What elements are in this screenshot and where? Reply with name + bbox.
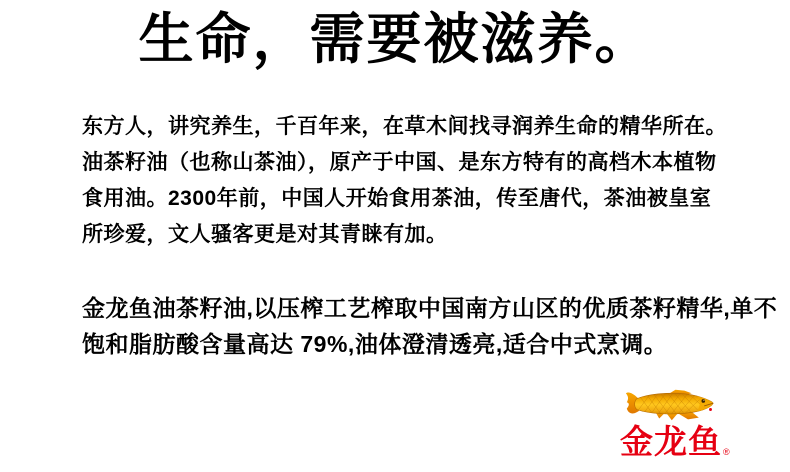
paragraph-line: 饱和脂肪酸含量高达 79%,油体澄清透亮,适合中式烹调。 — [82, 331, 668, 357]
registered-trademark-icon: ® — [723, 447, 731, 457]
paragraph-line: 金龙鱼油茶籽油,以压榨工艺榨取中国南方山区的优质茶籽精华,单不 — [82, 295, 778, 321]
brand-logo — [612, 383, 752, 465]
brand-wordmark — [620, 425, 730, 467]
paragraph-line: 油茶籽油（也称山茶油），原产于中国、是东方特有的高档木本植物 — [82, 151, 717, 174]
paragraph-line: 所珍爱，文人骚客更是对其青睐有加。 — [82, 223, 448, 246]
page-title: 生命，需要被滋养。 — [138, 6, 652, 71]
paragraph-line: 食用油。2300年前，中国人开始食用茶油，传至唐代，茶油被皇室 — [82, 187, 712, 210]
brand-name-text: 金龙鱼 — [620, 423, 722, 460]
golden-arowana-fish-icon — [624, 387, 716, 423]
intro-paragraph — [82, 109, 727, 253]
product-paragraph — [82, 290, 778, 362]
paragraph-line: 东方人，讲究养生，千百年来，在草木间找寻润养生命的精华所在。 — [82, 115, 727, 138]
